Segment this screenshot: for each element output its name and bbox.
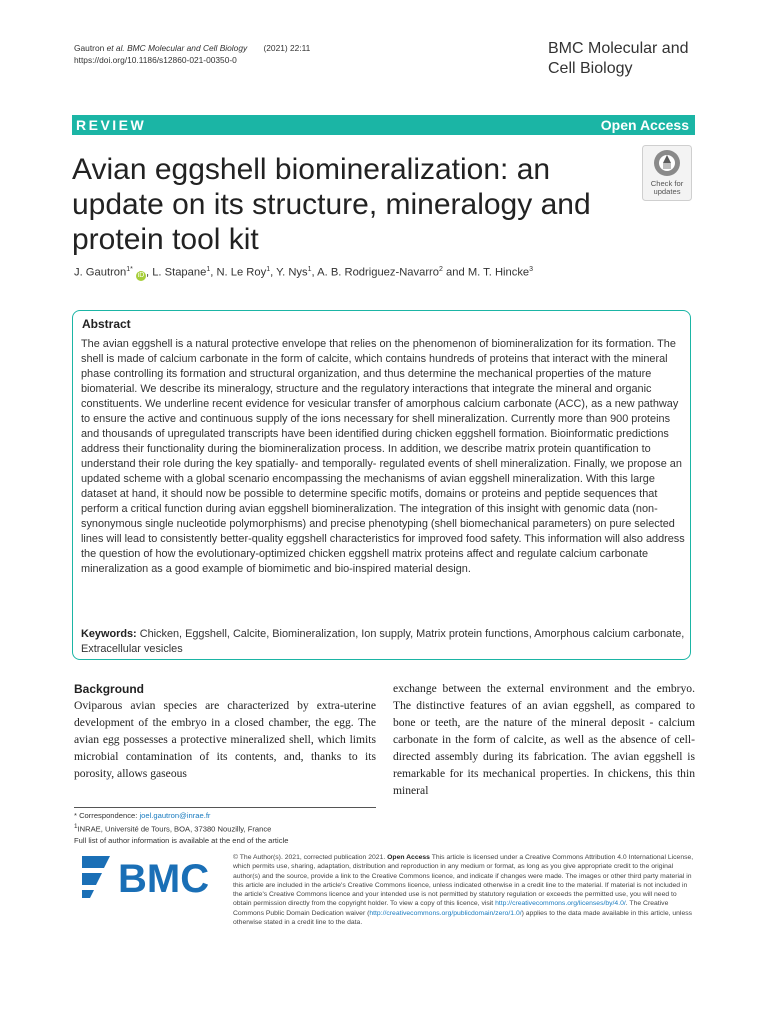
journal-name: BMC Molecular and Cell Biology (548, 40, 689, 77)
keywords (81, 627, 685, 657)
header-journal-citation: et al. BMC Molecular and Cell Biology (106, 43, 248, 53)
author-affiliation: 1 (307, 266, 312, 273)
public-domain-link[interactable]: http://creativecommons.org/publicdomain/zero/1.0/ (369, 909, 522, 917)
crossmark-line1: Check for (650, 179, 684, 188)
author-name[interactable]: Y. Nys (276, 266, 308, 279)
affiliation: INRAE, Université de Tours, BOA, 37380 Nouzilly, France (77, 824, 272, 834)
author-info-note: Full list of author information is available at the end of the article (74, 835, 289, 845)
bmc-logo-icon (80, 846, 220, 902)
header-year-volume: (2021) 22:11 (263, 43, 311, 53)
author-name[interactable]: L. Stapane (152, 266, 207, 279)
bmc-logo-text: BMC (118, 857, 210, 901)
author-affiliation: 1 (206, 266, 211, 273)
footnote-divider (74, 807, 376, 808)
open-access-label: Open Access (600, 117, 689, 133)
author-name[interactable]: N. Le Roy (216, 266, 267, 279)
abstract-heading: Abstract (82, 317, 131, 331)
background-heading: Background (74, 682, 145, 696)
body-text-column-2: exchange between the external environment and the embryo. The distinctive features of an avian eggshell, as compared to bone or teeth, are the nature of the mineral deposit - calcium carbonate in the form of calcite, as well as the absence of cell-directed assembly during its fabrication. The avian eggshell is remarkable for its mechanical properties. In chickens, this thin mineral (393, 682, 695, 797)
abstract-text: The avian eggshell is a natural protective envelope that relies on the phenomenon of biomineralization for its formation. The shell is made of calcium carbonate in the form of calcite, which contains hundreds of proteins that interact with the mineral phase controlling its formation and structural organization, and thus determine the mechanical properties of the mature biomaterial. We describe its mineralogy, structure and the regulatory interactions that integrate the mineral and organic constituents. We underline recent evidence for vesicular transfer of amorphous calcium carbonate (ACC), as a new pathway to ensure the active and continuous supply of the ions necessary for shell mineralization. Currently more than 900 proteins and thousands of upregulated transcripts have been identified during chicken eggshell formation. Bioinformatic predictions address their functionality during the biomineralization process. In addition, we describe matrix protein quantification to understand their role during the key spatially- and temporally- regulated events of shell mineralization. Finally, we propose an updated scheme with a global scenario encompassing the mechanisms of avian eggshell mineralization. With this large dataset at hand, it should now be possible to determine specific motifs, domains or proteins and peptide sequences that perform a critical function during avian eggshell biomineralization. The integration of this insight with genomic data (non-synonymous single nucleotide polymorphisms) and precise phenotyping (shell biomechanical parameters) on pure selected lines will lead to consistently better-quality eggshell characteristics for improved food safety. This information will also address the question of how the evolutionary-optimized chicken eggshell matrix proteins affect and regulate calcium carbonate mineralization as a good example of biomimetic and bio-inspired material design. (81, 338, 685, 575)
article-title: Avian eggshell biomineralization: an update on its structure, mineralogy and protein tool kit (72, 153, 591, 256)
author-affiliation: 2 (439, 266, 443, 273)
author-name[interactable]: M. T. Hincke (467, 266, 530, 279)
header-doi-link[interactable]: https://doi.org/10.1186/s12860-021-00350-0 (74, 55, 237, 65)
bmc-logo (80, 846, 220, 902)
keywords-label: Keywords: (81, 628, 137, 640)
author-name[interactable]: A. B. Rodriguez-Navarro (317, 266, 440, 279)
author-affiliation: 1* (126, 266, 133, 273)
check-for-updates-button[interactable] (642, 145, 692, 201)
crossmark-line2: updates (653, 187, 681, 196)
author-affiliation: 1 (266, 266, 271, 273)
body-text-column-1: Oviparous avian species are characterized by extra-uterine development of the embryo in a closed chamber, the egg. The avian egg possesses a protective mineralized shell, which limits microbial contamination of its contents, and, thanks to its porosity, allows gaseous (74, 699, 376, 780)
article-type-bar (72, 115, 695, 135)
orcid-icon[interactable]: iD (137, 271, 145, 279)
license-statement: © The Author(s). 2021, corrected publication 2021. Open Access This article is licensed under a Creative Commons Attribution 4.0 International License, which permits use, sharing, adaptation, distribution and reproduction in any medium or format, as long as you give appropriate credit to the original author(s) and the source, provide a link to the Creative Commons licence, and indicate if changes were made. The images or other third party material in this article are included in the article's Creative Commons licence, unless indicated otherwise in a credit line to the material. If material is not included in the article's Creative Commons licence and your intended use is not permitted by statutory regulation or exceeds the permitted use, you will need to obtain permission directly from the copyright holder. To view a copy of this licence, visit http://creativecommons.org/licenses/by/4.0/. The Creative Commons Public Domain Dedication waiver (http://creativecommons.org/publicdomain/zero/1.0/) applies to the data made available in this article, unless otherwise stated in a credit line to the data. (233, 854, 694, 927)
footnotes: * Correspondence: joel.gautron@inrae.fr $^1$INRAE, Université de Tours, BOA, 37380 Nouzilly, France Full list of author information is available at the end of the article (74, 810, 394, 846)
header-author: Gautron (74, 43, 107, 53)
crossmark-icon (642, 145, 692, 201)
keywords-list: Chicken, Eggshell, Calcite, Biomineralization, Ion supply, Matrix protein functions, Amorphous calcium carbonate, Extracellular vesicles (81, 628, 685, 655)
author-name[interactable]: J. Gautron (74, 266, 127, 279)
article-type-label: REVIEW (76, 117, 147, 133)
author-affiliation: 3 (529, 266, 534, 273)
correspondence-email-link[interactable]: joel.gautron@inrae.fr (139, 811, 211, 820)
author-list: J. Gautron$^{1*}$ iD , L. Stapane$^1$, N. Le Roy$^1$, Y. Nys$^1$, A. B. Rodriguez-Navarro$^2$ and M. T. Hincke$^3$ (74, 266, 534, 279)
running-header (74, 42, 310, 66)
license-link[interactable]: http://creativecommons.org/licenses/by/4.0/ (495, 900, 626, 908)
